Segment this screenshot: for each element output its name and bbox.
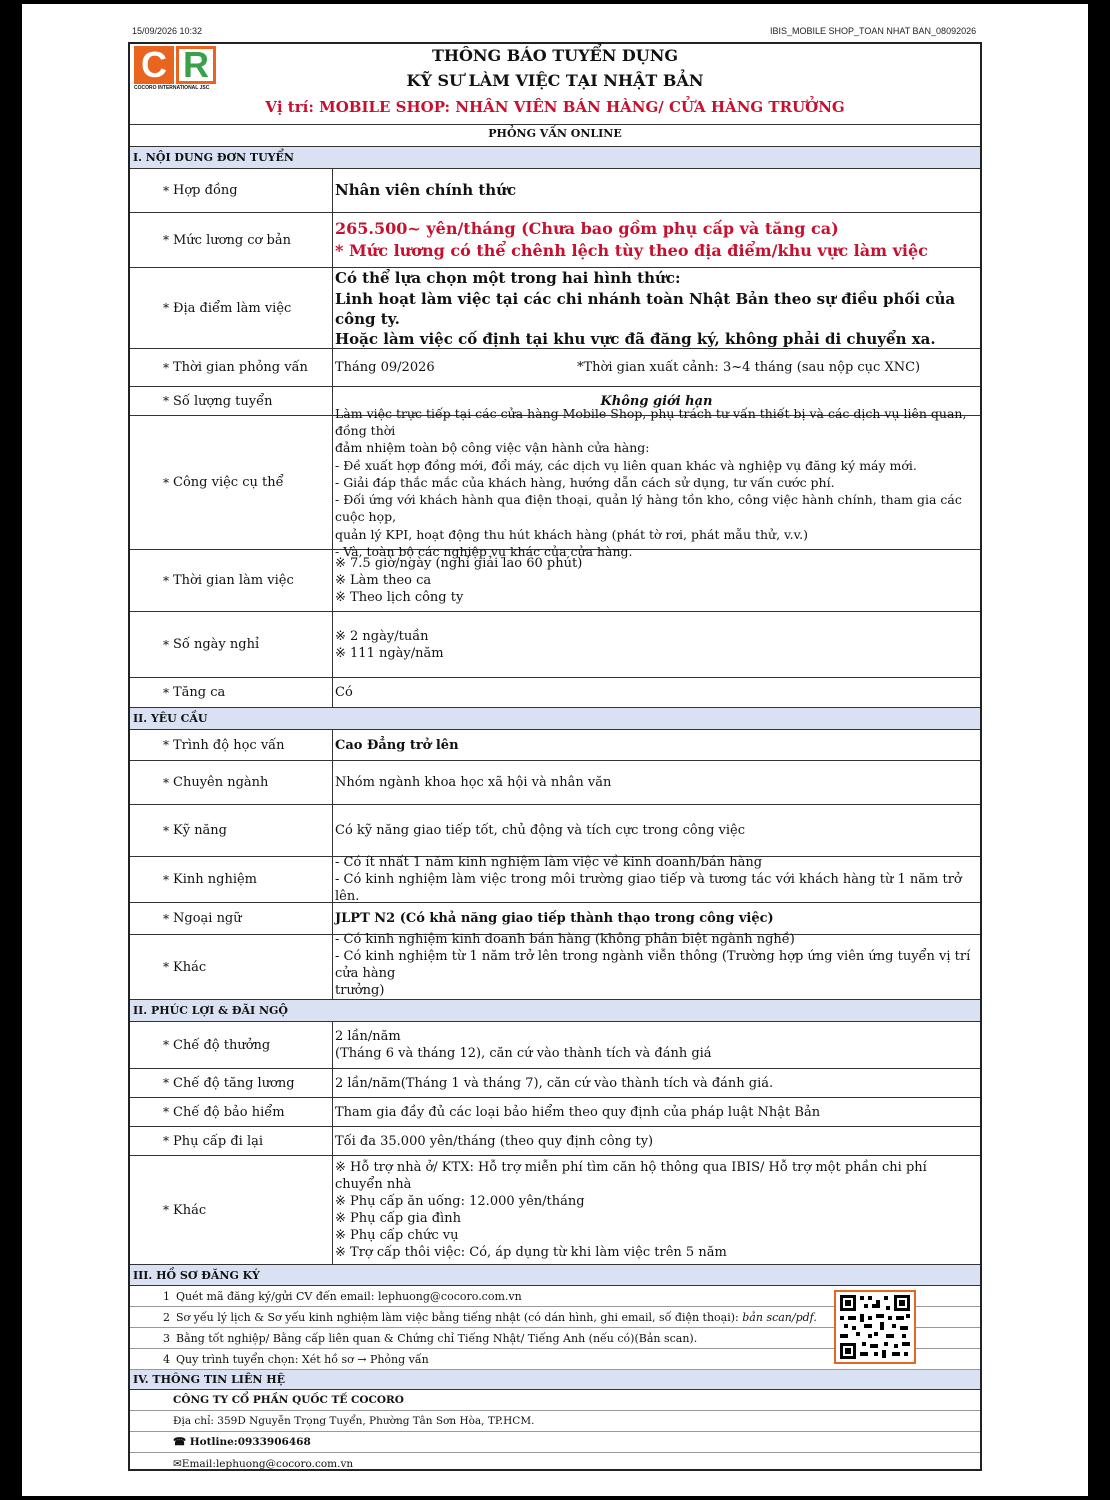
company-name: CÔNG TY CỔ PHẦN QUỐC TẾ COCORO: [130, 1390, 980, 1411]
row-value: Cao Đẳng trở lên: [335, 737, 459, 753]
list-item: 2 Sơ yếu lý lịch & Sơ yếu kinh nghiệm làm việc bằng tiếng nhật (có dán hình, ghi email, số điện thoại): bản scan/pdf.: [130, 1307, 980, 1328]
other-line: - Có kinh nghiệm từ 1 năm trở lên trong ngành viễn thông (Trường hợp ứng viên ứng tuyển vị trí cửa hàng: [335, 949, 971, 981]
row-raise: [130, 1069, 980, 1098]
interview-month: Tháng 09/2026: [335, 360, 435, 375]
row-education: [130, 730, 980, 761]
list-item: 1 Quét mã đăng ký/gửi CV đến email: lephuong@cocoro.com.vn: [130, 1286, 980, 1307]
section-header: I. NỘI DUNG ĐƠN TUYỂN: [130, 147, 980, 169]
experience-line: - Có kinh nghiệm làm việc trong môi trường giao tiếp và tương tác với khách hàng từ 1 năm trở lên.: [335, 872, 962, 904]
row-bonus: [130, 1022, 980, 1069]
logo-subtitle: COCORO INTERNATIONAL JSC: [134, 85, 210, 91]
days-off-line: ※ 2 ngày/tuần: [335, 628, 429, 644]
benefit-line: ※ Phụ cấp gia đình: [335, 1211, 461, 1226]
row-label: * Trình độ học vấn: [173, 737, 285, 753]
benefit-line: ※ Hỗ trợ nhà ở/ KTX: Hỗ trợ miễn phí tìm căn hộ thông qua IBIS/ Hỗ trợ một phần chi phí chuyển nhà: [335, 1160, 927, 1192]
list-item: 3 Bằng tốt nghiệp/ Bằng cấp liên quan & Chứng chỉ Tiếng Nhật/ Tiếng Anh (nếu có)(Bản scan).: [130, 1328, 980, 1349]
interview-mode: PHỎNG VẤN ONLINE: [488, 127, 622, 140]
row-value: Tối đa 35.000 yên/tháng (theo quy định công ty): [335, 1133, 654, 1149]
benefit-line: ※ Phụ cấp ăn uống: 12.000 yên/tháng: [335, 1194, 585, 1209]
experience-line: - Có ít nhất 1 năm kinh nghiệm làm việc về kinh doanh/bán hàng: [335, 855, 763, 870]
row-other-benefits: [130, 1156, 980, 1265]
hotline-number[interactable]: 0933906468: [237, 1436, 311, 1448]
row-value: Không giới hạn: [600, 393, 713, 409]
exit-time-label: *Thời gian xuất cảnh:: [577, 360, 719, 375]
row-label: * Địa điểm làm việc: [173, 300, 292, 316]
bonus-line: 2 lần/năm: [335, 1029, 401, 1044]
location-intro: Có thể lựa chọn một trong hai hình thức:: [335, 269, 681, 287]
row-value: JLPT N2 (Có khả năng giao tiếp thành thạo trong công việc): [335, 911, 774, 926]
exit-time-value: 3~4 tháng (sau nộp cục XNC): [723, 360, 921, 375]
list-item: 4 Quy trình tuyển chọn: Xét hồ sơ → Phỏng vấn: [130, 1349, 980, 1370]
row-label: * Kinh nghiệm: [173, 872, 257, 887]
row-interview-time: [130, 349, 980, 387]
row-label: * Tăng ca: [173, 685, 226, 700]
work-time-line: ※ 7.5 giờ/ngày (nghỉ giải lao 60 phút): [335, 556, 583, 571]
hotline: [130, 1432, 980, 1453]
row-other-requirements: [130, 932, 980, 1000]
salary-value: 265.500~ yên/tháng (Chưa bao gồm phụ cấp và tăng ca): [335, 219, 839, 238]
row-label: * Phụ cấp đi lại: [173, 1133, 264, 1149]
job-line: - Đối ứng với khách hành qua điện thoại, quản lý hàng tồn kho, công việc hành chính, tham gia các cuộc họp,: [335, 492, 962, 525]
row-label: * Chế độ bảo hiểm: [173, 1104, 285, 1120]
row-label: * Công việc cụ thể: [173, 475, 284, 490]
row-label: * Thời gian làm việc: [173, 573, 294, 588]
row-commute: [130, 1127, 980, 1156]
salary-note: * Mức lương có thể chênh lệch tùy theo địa điểm/khu vực làm việc: [335, 241, 928, 260]
job-line: quản lý KPI, hoạt động thu hút khách hàng (phát tờ rơi, phát mẫu thử, v.v.): [335, 526, 809, 542]
row-location: [130, 268, 980, 349]
job-line: Làm việc trực tiếp tại các cửa hàng Mobile Shop, phụ trách tư vấn thiết bị và các dịch vụ liên quan, đồng thời: [335, 405, 967, 438]
row-skills: [130, 805, 980, 857]
doc-title: THÔNG BÁO TUYỂN DỤNG: [431, 46, 679, 65]
row-label: * Thời gian phỏng vấn: [173, 360, 308, 375]
row-value: 2 lần/năm(Tháng 1 và tháng 7), căn cứ vào thành tích và đánh giá.: [335, 1075, 774, 1091]
row-job: [130, 405, 980, 560]
section-header: II. PHÚC LỢI & ĐÃI NGỘ: [130, 1000, 980, 1022]
row-label: * Hợp đồng: [173, 183, 238, 198]
work-time-line: ※ Theo lịch công ty: [335, 590, 464, 605]
row-overtime: [130, 678, 980, 708]
job-line: - Giải đáp thắc mắc của khách hàng, hướng dẫn cách sử dụng, tư vấn cước phí.: [335, 474, 835, 490]
row-salary: [130, 213, 980, 268]
row-label: * Khác: [173, 959, 207, 975]
position-title: Vị trí: MOBILE SHOP: NHÂN VIÊN BÁN HÀNG/ CỬA HÀNG TRƯỞNG: [265, 98, 845, 116]
row-label: * Chế độ tăng lương: [173, 1075, 295, 1091]
section-header: II. YÊU CẦU: [130, 708, 980, 730]
job-line: đảm nhiệm toàn bộ công việc vận hành cửa hàng:: [335, 440, 650, 456]
benefit-line: ※ Trợ cấp thôi việc: Có, áp dụng từ khi làm việc trên 5 năm: [335, 1245, 727, 1260]
row-contract: [130, 169, 980, 213]
row-value: Nhân viên chính thức: [335, 181, 517, 199]
work-time-line: ※ Làm theo ca: [335, 573, 432, 588]
row-label: * Ngoại ngữ: [173, 911, 242, 926]
row-value: Tham gia đầy đủ các loại bảo hiểm theo quy định của pháp luật Nhật Bản: [335, 1104, 821, 1120]
row-label: * Kỹ năng: [173, 823, 228, 838]
days-off-line: ※ 111 ngày/năm: [335, 645, 444, 661]
other-line: trưởng): [335, 983, 385, 998]
email-icon-label: ✉Email:: [173, 1457, 216, 1470]
email: [130, 1453, 980, 1474]
doc-code: IBIS_MOBILE SHOP_TOAN NHAT BAN_08092026: [770, 26, 977, 36]
logo-r-mark: R: [176, 46, 216, 84]
row-days-off: [130, 612, 980, 678]
divider: [130, 124, 980, 125]
print-date: 15/09/2026 10:32: [132, 26, 203, 36]
email-address[interactable]: lephuong@cocoro.com.vn: [215, 1457, 354, 1470]
row-value: Nhóm ngành khoa học xã hội và nhân văn: [335, 775, 612, 790]
row-label: * Số lượng tuyển: [173, 393, 273, 409]
location-option-1: Linh hoạt làm việc tại các chi nhánh toàn Nhật Bản theo sự điều phối của công ty.: [335, 290, 956, 328]
section-header: IV. THÔNG TIN LIÊN HỆ: [130, 1370, 980, 1390]
row-value: Có kỹ năng giao tiếp tốt, chủ động và tích cực trong công việc: [335, 823, 745, 838]
row-major: [130, 761, 980, 805]
location-option-2: Hoặc làm việc cố định tại khu vực đã đăng ký, không phải di chuyển xa.: [335, 330, 936, 348]
row-label: * Khác: [173, 1202, 207, 1218]
row-label: * Mức lương cơ bản: [173, 232, 291, 248]
doc-subtitle: KỸ SƯ LÀM VIỆC TẠI NHẬT BẢN: [406, 71, 704, 90]
job-line: - Đề xuất hợp đồng mới, đổi máy, các dịch vụ liên quan khác và nghiệp vụ đăng ký máy mới.: [335, 457, 917, 473]
row-experience: [130, 857, 980, 903]
row-label: * Số ngày nghỉ: [173, 637, 260, 652]
logo-c-mark: C: [134, 46, 174, 84]
bonus-line: (Tháng 6 và tháng 12), căn cứ vào thành tích và đánh giá: [335, 1046, 712, 1061]
row-label: * Chuyên ngành: [173, 775, 269, 790]
row-label: * Chế độ thưởng: [173, 1037, 271, 1053]
benefit-line: ※ Phụ cấp chức vụ: [335, 1228, 459, 1243]
phone-icon-label: ☎ Hotline:: [173, 1436, 238, 1448]
row-work-time: [130, 550, 980, 612]
company-address: Địa chỉ: 359D Nguyễn Trọng Tuyển, Phường Tân Sơn Hòa, TP.HCM.: [130, 1411, 980, 1432]
other-line: - Có kinh nghiệm kinh doanh bán hàng (không phân biệt ngành nghề): [335, 932, 795, 947]
row-value: Có: [335, 685, 353, 700]
row-insurance: [130, 1098, 980, 1127]
section-header: III. HỒ SƠ ĐĂNG KÝ: [130, 1265, 980, 1286]
qr-code-icon[interactable]: [834, 1290, 916, 1364]
job-line: - Và, toàn bộ các nghiệp vụ khác của cửa hàng.: [335, 544, 633, 560]
